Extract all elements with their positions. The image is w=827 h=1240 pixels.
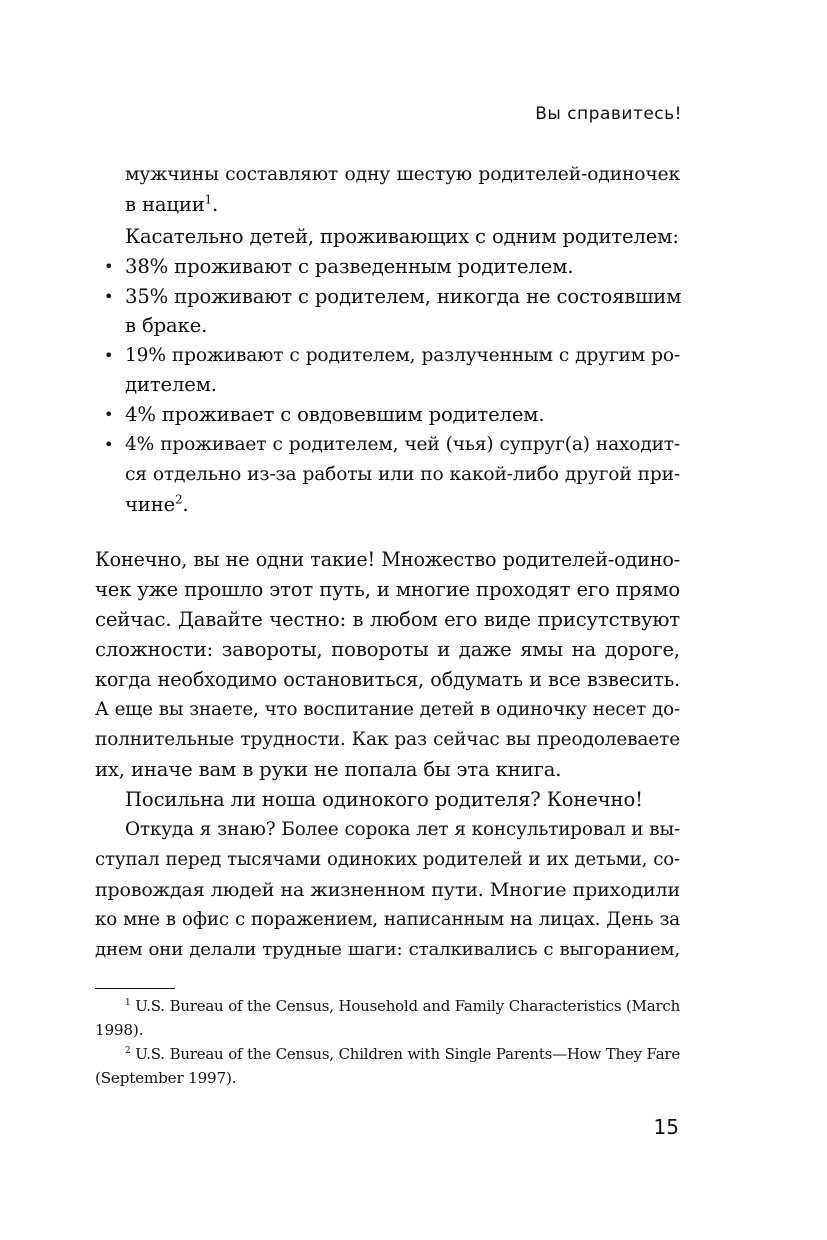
footnote-number: 2 <box>125 1046 131 1057</box>
bullet-item-line: 35% проживают с родителем, никогда не состоявшим <box>125 285 682 308</box>
footnote-line <box>125 1042 680 1066</box>
page-number: 15 <box>653 1115 679 1139</box>
paragraph-line: сложности: завороты, повороты и даже ямы на дороге, <box>95 638 680 661</box>
footnote-ref: 1 <box>204 192 212 207</box>
footnote-text: U.S. Bureau of the Census, Household and Family Characteristics (March <box>135 997 680 1015</box>
paragraph-line: днем они делали трудные шаги: сталкивались с выгоранием, <box>95 939 680 960</box>
intro-line: Касательно детей, проживающих с одним родителем: <box>125 225 679 248</box>
body-paragraph: Посильна ли ноша одинокого родителя? Конечно! <box>125 788 643 811</box>
line-text: чине <box>125 493 176 516</box>
paragraph-line <box>125 190 218 220</box>
footnote-divider <box>95 988 175 989</box>
bullet-marker: • <box>104 405 114 424</box>
paragraph-line: их, иначе вам в руки не попала бы эта книга. <box>95 758 562 781</box>
paragraph-line: чек уже прошло этот путь, и многие проходят его прямо <box>95 578 680 601</box>
line-end: . <box>182 493 189 516</box>
bullet-marker: • <box>104 435 114 454</box>
bullet-marker: • <box>104 257 114 276</box>
footnote-line: 1998). <box>95 1021 144 1039</box>
bullet-item-line: 4% проживает с родителем, чей (чья) супруг(а) находит- <box>125 434 680 455</box>
footnote-ref: 2 <box>175 492 183 507</box>
paragraph-line: полнительные трудности. Как раз сейчас вы преодолеваете <box>95 729 680 750</box>
bullet-item-line: 19% проживают с родителем, разлученным с другим ро- <box>125 345 680 366</box>
bullet-item-line <box>125 490 189 520</box>
footnote-text: U.S. Bureau of the Census, Children with Single Parents—How They Fare <box>135 1045 680 1063</box>
line-end: . <box>212 193 219 216</box>
paragraph-line: провождая людей на жизненном пути. Многие приходили <box>95 879 680 901</box>
line-text: в нации <box>125 193 205 216</box>
bullet-item-line: в браке. <box>125 314 208 337</box>
running-head: Вы справитесь! <box>535 104 682 124</box>
bullet-marker: • <box>104 287 114 306</box>
bullet-item-line: 38% проживают с разведенным родителем. <box>125 255 574 278</box>
paragraph-line: мужчины составляют одну шестую родителей-одиночек <box>125 164 680 185</box>
bullet-marker: • <box>104 346 114 365</box>
footnote-number: 1 <box>125 998 131 1009</box>
paragraph-line: Конечно, вы не одни такие! Множество родителей-одино- <box>95 548 680 571</box>
paragraph-line: ко мне в офис с поражением, написанным на лицах. День за <box>95 909 680 930</box>
paragraph-line: А еще вы знаете, что воспитание детей в одиночку несет до- <box>95 699 680 720</box>
paragraph-line: сейчас. Давайте честно: в любом его виде присутствуют <box>95 608 680 631</box>
footnote-line <box>125 994 680 1018</box>
paragraph-line: когда необходимо остановиться, обдумать и все взвесить. <box>95 668 680 691</box>
bullet-item-line: ся отдельно из-за работы или по какой-либо другой при- <box>125 464 680 485</box>
footnote-line: (September 1997). <box>95 1069 237 1087</box>
bullet-item-line: дителем. <box>125 373 217 396</box>
paragraph-line: Откуда я знаю? Более сорока лет я консультировал и вы- <box>125 819 680 840</box>
bullet-item-line: 4% проживает с овдовевшим родителем. <box>125 403 545 426</box>
paragraph-line: ступал перед тысячами одиноких родителей и их детьми, со- <box>95 849 680 870</box>
